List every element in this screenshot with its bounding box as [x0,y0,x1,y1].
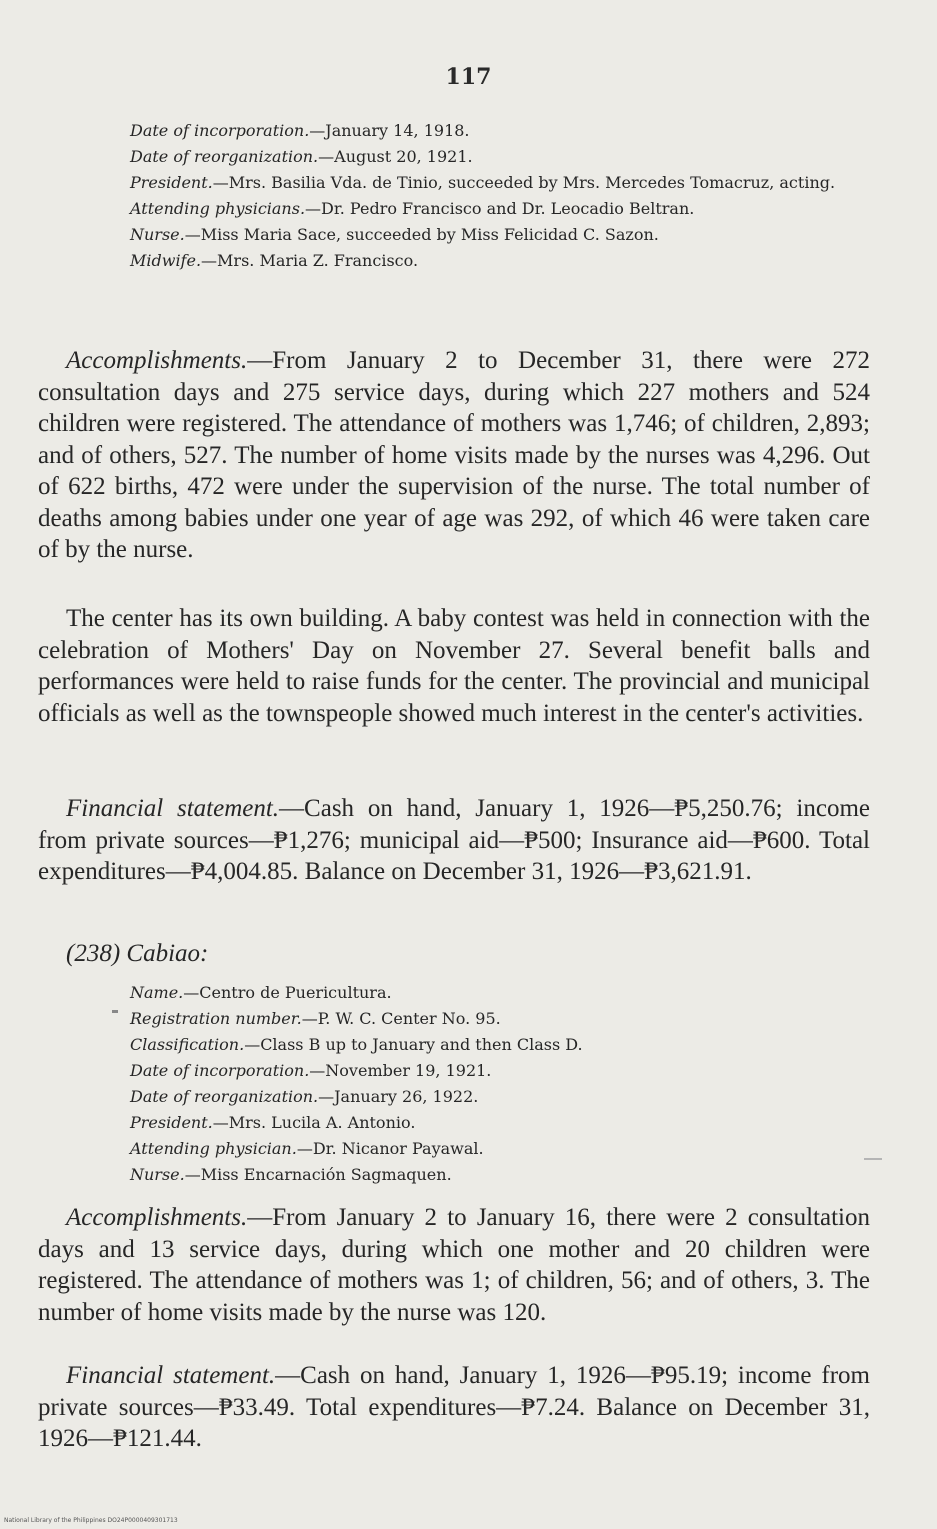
financial-statement-paragraph: Financial statement.—Cash on hand, January 1, 1926—₱95.19; income from private sources—₱33.49. Total expenditures—₱7.24. Balance on December 31, 1926—₱121.44. [38,1362,870,1452]
detail-nurse: Nurse.—Miss Maria Sace, succeeded by Miss Felicidad C. Sazon. [130,225,659,244]
financial-statement-paragraph: Financial statement.—Cash on hand, January 1, 1926—₱5,250.76; income from private sources—₱1,276; municipal aid—₱500; Insurance aid—₱600. Total expenditures—₱4,004.85. Balance on December 31, 1926—₱3,621.91. [38,795,870,885]
margin-mark [864,1158,882,1160]
detail-midwife: Midwife.—Mrs. Maria Z. Francisco. [130,251,419,270]
detail-name: Name.—Centro de Puericultura. [130,983,392,1002]
center-details-list [130,118,870,274]
accomplishments-paragraph: Accomplishments.—From January 2 to January 16, there were 2 consultation days and 13 service days, during which one mother and 20 children were registered. The attendance of mothers was 1; of children, 56; and of others, 3. The number of home visits made by the nurse was 120. [38,1204,870,1326]
detail-incorporation: Date of incorporation.—January 14, 1918. [130,121,470,140]
detail-physician: Attending physician.—Dr. Nicanor Payawal. [130,1139,484,1158]
detail-president: President.—Mrs. Basilia Vda. de Tinio, succeeded by Mrs. Mercedes Tomacruz, acting. [130,173,836,192]
detail-physicians: Attending physicians.—Dr. Pedro Francisco and Dr. Leocadio Beltran. [130,199,695,218]
detail-classification: Classification.—Class B up to January and then Class D. [130,1035,583,1054]
page-number: 117 [445,64,492,90]
library-stamp: National Library of the Philippines DO24P0000409301713 [4,1517,178,1524]
building-paragraph: The center has its own building. A baby contest was held in connection with the celebration of Mothers' Day on November 27. Several benefit balls and performances were held to raise funds for the center. The provincial and municipal officials as well as the townspeople showed much interest in the center's activities. [38,605,870,727]
margin-mark [112,1010,118,1013]
detail-reorganization: Date of reorganization.—January 26, 1922. [130,1087,479,1106]
cabiao-details-list [130,980,870,1188]
detail-nurse: Nurse.—Miss Encarnación Sagmaquen. [130,1165,452,1184]
detail-reorganization: Date of reorganization.—August 20, 1921. [130,147,473,166]
detail-registration: Registration number.—P. W. C. Center No. 95. [130,1009,501,1028]
detail-president: President.—Mrs. Lucila A. Antonio. [130,1113,416,1132]
detail-incorporation: Date of incorporation.—November 19, 1921. [130,1061,492,1080]
accomplishments-paragraph: Accomplishments.—From January 2 to December 31, there were 272 consultation days and 275 service days, during which 227 mothers and 524 children were registered. The attendance of mothers was 1,746; of children, 2,893; and of others, 527. The number of home visits made by the nurses was 4,296. Out of 622 births, 472 were under the supervision of the nurse. The total number of deaths among babies under one year of age was 292, of which 46 were taken care of by the nurse. [38,347,870,563]
section-heading-cabiao: (238) Cabiao: [66,940,209,967]
